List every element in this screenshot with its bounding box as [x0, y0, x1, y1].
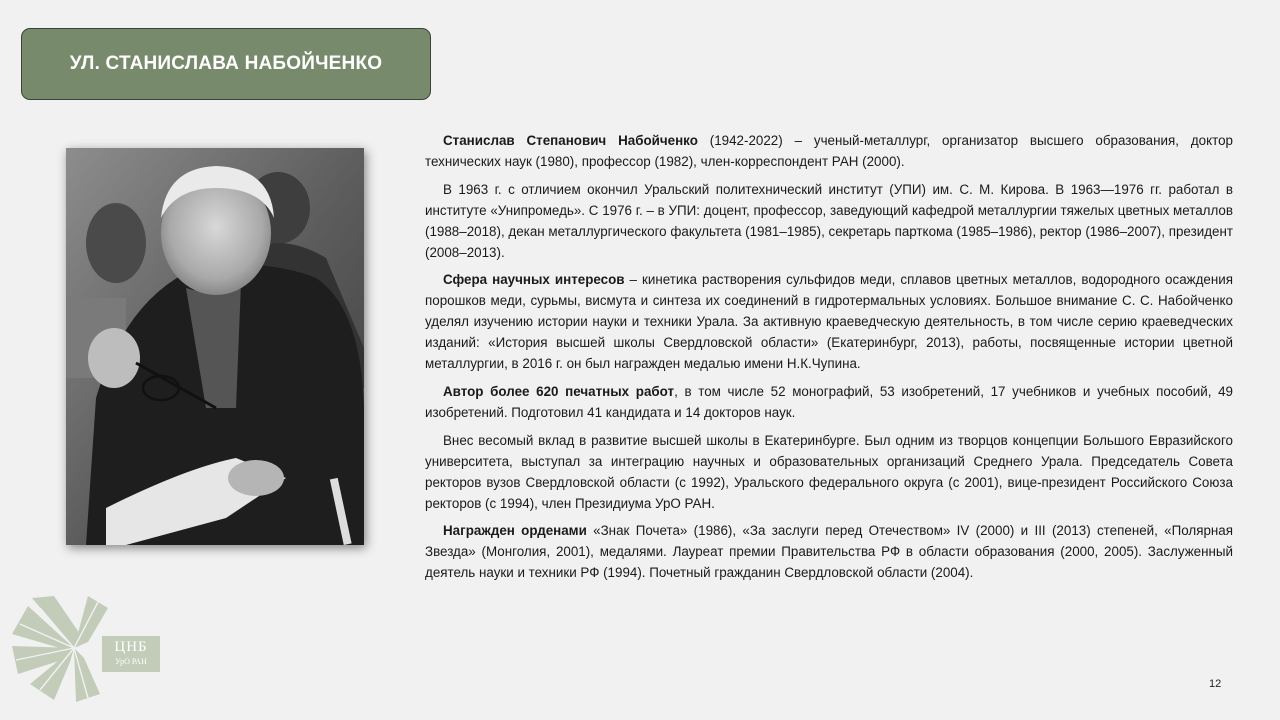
paragraph-body: – кинетика растворения сульфидов меди, сплавов цветных металлов, водородного осаждения порошков меди, сурьмы, висмута и синтеза их соединений в гидротермальных условиях. Большое внимание С. С. Набойченко уделял изучению истории науки и техники Урала. За активную краеведческую деятельность, в том числе серию краеведческих изданий: «История высшей школы Свердловской области» (Екатеринбург, 2013), работы, посвященные истории цветной металлургии, в 2016 г. он был награжден медалью имени Н.К.Чупина. [425, 272, 1233, 372]
logo-line1: ЦНБ [114, 639, 148, 655]
paragraph-lead: Награжден орденами [443, 523, 587, 539]
paragraph-body: Внес весомый вклад в развитие высшей школы в Екатеринбурге. Был одним из творцов концепции Большого Евразийского университета, выступал за интеграцию научных и образовательных организаций Среднего Урала. Председатель Совета ректоров вузов Свердловской области (с 1992), Уральского федерального округа (с 2001), вице-президент Российского Союза ректоров (с 1994), член Президиума УрО РАН. [425, 432, 1233, 511]
page-title: УЛ. СТАНИСЛАВА НАБОЙЧЕНКО [69, 53, 383, 74]
paragraph-contribution [425, 431, 1233, 515]
paragraph-lead: Автор более 620 печатных работ [443, 383, 675, 399]
paragraph-body: В 1963 г. с отличием окончил Уральский политехнический институт (УПИ) им. С. М. Кирова. В 1963—1976 гг. работал в институте «Унипромедь». С 1976 г. – в УПИ: доцент, профессор, заведующий кафедрой металлургии тяжелых цветных металлов (1988–2018), декан металлургического факультета (1981–1985), секретарь парткома (1985–1986), ректор (1986–2007), президент (2008–2013). [425, 181, 1233, 260]
paragraph-body: «Знак Почета» (1986), «За заслуги перед Отечеством» IV (2000) и III (2013) степеней, «Полярная Звезда» (Монголия, 2001), медалями. Лауреат премии Правительства РФ в области образования (2000, 2005). Заслуженный деятель науки и техники РФ (1994). Почетный гражданин Свердловской области (2004). [425, 523, 1234, 581]
paragraph-publications [425, 382, 1233, 424]
logo-label [102, 636, 160, 672]
paragraph-awards [425, 521, 1233, 584]
logo-line2: УрО РАН [115, 657, 147, 666]
paragraph-body: (1942-2022) – ученый-металлург, организатор высшего образования, доктор технических наук (1980), профессор (1982), член-корреспондент РАН (2000). [425, 133, 1233, 169]
paragraph-body: , в том числе 52 монографий, 53 изобретений, 17 учебников и учебных пособий, 49 изобретений. Подготовил 41 кандидата и 14 докторов наук. [425, 383, 1233, 420]
paragraph-lead: Сфера научных интересов [443, 272, 625, 288]
paragraph-education [425, 180, 1233, 264]
title-banner [21, 28, 431, 100]
paragraph-intro [425, 131, 1233, 173]
page-number: 12 [1209, 678, 1222, 690]
biography-text [425, 131, 1233, 591]
paragraph-lead: Станислав Степанович Набойченко [443, 133, 698, 148]
portrait-photo [66, 148, 364, 545]
paragraph-research [425, 270, 1233, 375]
portrait-image [66, 148, 364, 545]
